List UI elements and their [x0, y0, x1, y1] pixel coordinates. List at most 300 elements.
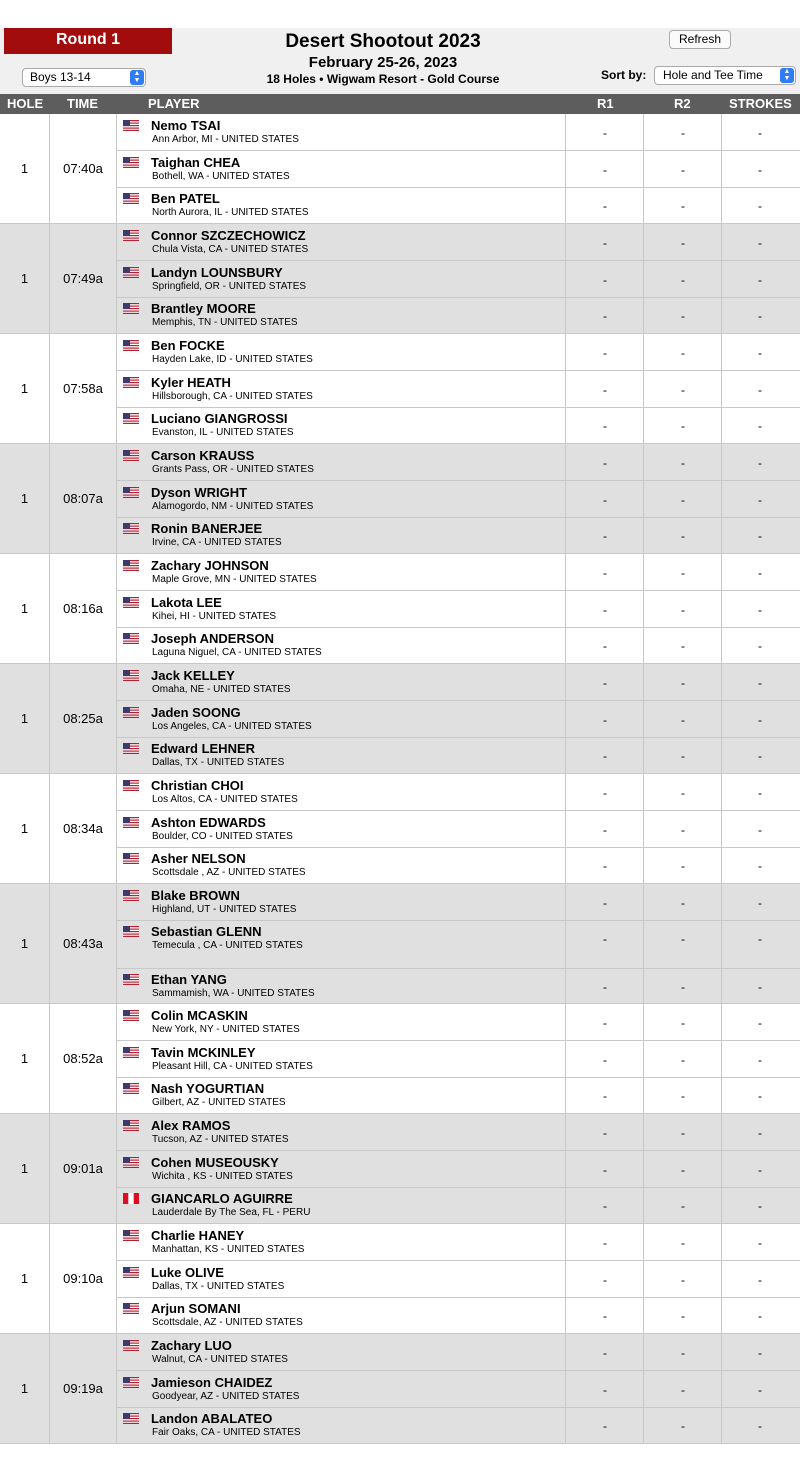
- player-row[interactable]: [118, 371, 800, 407]
- round1-score: -: [603, 712, 607, 727]
- division-select-value: Boys 13-14: [30, 70, 91, 84]
- player-row[interactable]: [118, 1407, 800, 1443]
- total-strokes: -: [758, 456, 762, 470]
- player-row[interactable]: [118, 1187, 800, 1223]
- round1-score: -: [603, 346, 607, 360]
- round2-score: -: [681, 676, 685, 690]
- round1-score: -: [603, 1346, 607, 1360]
- round2-score: -: [681, 566, 685, 580]
- hole-number: 1: [0, 664, 50, 773]
- us-flag-icon: [123, 1008, 139, 1019]
- player-name[interactable]: Nemo TSAI: [151, 118, 221, 133]
- tee-time: 09:01a: [50, 1114, 117, 1223]
- player-row[interactable]: [118, 114, 800, 150]
- refresh-button[interactable]: Refresh: [669, 30, 731, 49]
- player-row[interactable]: [118, 517, 800, 553]
- player-name[interactable]: Carson KRAUSS: [151, 448, 255, 463]
- tee-time: 07:58a: [50, 334, 117, 443]
- us-flag-icon: [123, 972, 139, 983]
- sort-select[interactable]: [654, 66, 796, 85]
- player-name[interactable]: Cohen MUSEOUSKY: [151, 1154, 279, 1170]
- player-location: Los Altos, CA - UNITED STATES: [152, 794, 298, 805]
- round2-score: -: [681, 309, 685, 323]
- player-name[interactable]: Taighan CHEA: [151, 154, 241, 170]
- round2-score: -: [681, 126, 685, 140]
- us-flag-icon: [123, 1155, 139, 1166]
- course-info: 18 Holes • Wigwam Resort - Gold Course: [266, 72, 500, 86]
- player-location: Dallas, TX - UNITED STATES: [152, 1280, 285, 1292]
- round2-score: -: [681, 1309, 685, 1323]
- round2-score: -: [681, 419, 685, 433]
- total-strokes: -: [758, 822, 762, 837]
- tee-time-group: [0, 1114, 800, 1224]
- total-strokes: -: [758, 492, 762, 507]
- player-name[interactable]: Edward LEHNER: [151, 741, 256, 756]
- player-row[interactable]: [118, 774, 800, 810]
- us-flag-icon: [123, 668, 139, 679]
- player-row[interactable]: [118, 1004, 800, 1040]
- round1-score: -: [603, 602, 607, 617]
- round2-score: -: [681, 932, 685, 946]
- player-name[interactable]: Tavin MCKINLEY: [151, 1044, 256, 1060]
- us-flag-icon: [123, 375, 139, 386]
- player-name[interactable]: Zachary LUO: [151, 1338, 232, 1353]
- round2-score: -: [681, 786, 685, 800]
- round2-score: -: [681, 382, 685, 397]
- round1-score: -: [603, 859, 607, 873]
- round1-score: -: [603, 1419, 607, 1433]
- round1-score: -: [603, 1089, 607, 1103]
- total-strokes: -: [758, 639, 762, 653]
- us-flag-icon: [123, 155, 139, 166]
- player-row[interactable]: [118, 627, 800, 663]
- total-strokes: -: [758, 1052, 762, 1067]
- player-location: Springfield, OR - UNITED STATES: [152, 280, 307, 292]
- player-name[interactable]: Asher NELSON: [151, 851, 246, 866]
- us-flag-icon: [123, 1375, 139, 1386]
- player-name[interactable]: Joseph ANDERSON: [151, 631, 275, 646]
- table-header: [0, 94, 800, 114]
- hole-number: 1: [0, 774, 50, 883]
- division-select[interactable]: [22, 68, 146, 87]
- player-name[interactable]: Ethan YANG: [151, 972, 227, 987]
- us-flag-icon: [123, 741, 139, 752]
- player-row[interactable]: [118, 1224, 800, 1260]
- round2-score: -: [681, 1199, 685, 1213]
- player-row[interactable]: [118, 224, 800, 260]
- total-strokes: -: [758, 602, 762, 617]
- tee-time-group: [0, 1004, 800, 1114]
- tee-time: 07:49a: [50, 224, 117, 333]
- player-row[interactable]: [118, 1261, 800, 1297]
- player-row[interactable]: [118, 444, 800, 480]
- round1-score: -: [603, 1272, 607, 1287]
- peru-flag-icon: [123, 1191, 139, 1202]
- total-strokes: -: [758, 1016, 762, 1030]
- total-strokes: -: [758, 786, 762, 800]
- player-row[interactable]: [118, 1334, 800, 1370]
- round1-score: -: [603, 1162, 607, 1177]
- round2-score: -: [681, 1162, 685, 1177]
- sort-by-label: Sort by:: [601, 68, 647, 82]
- total-strokes: -: [758, 1346, 762, 1360]
- round1-score: -: [603, 932, 607, 946]
- total-strokes: -: [758, 272, 762, 287]
- us-flag-icon: [123, 301, 139, 312]
- us-flag-icon: [123, 1411, 139, 1422]
- hole-number: 1: [0, 334, 50, 443]
- player-location: Omaha, NE - UNITED STATES: [152, 684, 291, 695]
- player-name[interactable]: GIANCARLO AGUIRRE: [151, 1191, 293, 1206]
- round2-score: -: [681, 492, 685, 507]
- round1-score: -: [603, 786, 607, 800]
- player-row[interactable]: [118, 187, 800, 223]
- player-row[interactable]: [118, 920, 800, 956]
- tee-time: 08:52a: [50, 1004, 117, 1113]
- total-strokes: -: [758, 1089, 762, 1103]
- us-flag-icon: [123, 558, 139, 569]
- hole-number: 1: [0, 884, 50, 1003]
- player-row[interactable]: [118, 884, 800, 920]
- player-row[interactable]: [118, 151, 800, 187]
- us-flag-icon: [123, 485, 139, 496]
- tee-time-group: [0, 1224, 800, 1334]
- total-strokes: -: [758, 980, 762, 994]
- round-tab[interactable]: Round 1: [4, 28, 172, 54]
- tee-time-group: [0, 114, 800, 224]
- us-flag-icon: [123, 595, 139, 606]
- round1-score: -: [603, 1382, 607, 1397]
- round1-score: -: [603, 639, 607, 653]
- total-strokes: -: [758, 1126, 762, 1140]
- round2-score: -: [681, 712, 685, 727]
- select-arrows-icon: ▲ ▼: [780, 68, 794, 83]
- total-strokes: -: [758, 309, 762, 323]
- player-row[interactable]: [118, 1041, 800, 1077]
- player-name[interactable]: Blake BROWN: [151, 888, 240, 903]
- player-name[interactable]: Ben PATEL: [151, 191, 220, 206]
- player-name[interactable]: Kyler HEATH: [151, 374, 231, 390]
- player-location: Gilbert, AZ - UNITED STATES: [152, 1097, 286, 1108]
- player-row[interactable]: [118, 334, 800, 370]
- total-strokes: -: [758, 676, 762, 690]
- player-location: Temecula , CA - UNITED STATES: [152, 940, 303, 951]
- player-name[interactable]: Christian CHOI: [151, 778, 244, 793]
- round1-score: -: [603, 896, 607, 910]
- tee-time: 08:07a: [50, 444, 117, 553]
- player-row[interactable]: [118, 968, 800, 1004]
- player-row[interactable]: [118, 1151, 800, 1187]
- round1-score: -: [603, 980, 607, 994]
- round2-score: -: [681, 162, 685, 177]
- total-strokes: -: [758, 162, 762, 177]
- player-location: Walnut, CA - UNITED STATES: [152, 1354, 288, 1365]
- player-location: Tucson, AZ - UNITED STATES: [152, 1134, 289, 1145]
- total-strokes: -: [758, 566, 762, 580]
- player-location: Manhattan, KS - UNITED STATES: [152, 1244, 305, 1255]
- round1-score: -: [603, 162, 607, 177]
- us-flag-icon: [123, 815, 139, 826]
- player-location: Evanston, IL - UNITED STATES: [152, 427, 294, 438]
- player-location: Bothell, WA - UNITED STATES: [152, 170, 290, 182]
- round1-score: -: [603, 236, 607, 250]
- player-row[interactable]: [118, 811, 800, 847]
- player-location: Fair Oaks, CA - UNITED STATES: [152, 1427, 301, 1438]
- us-flag-icon: [123, 888, 139, 899]
- player-location: Scottsdale, AZ - UNITED STATES: [152, 1317, 303, 1328]
- hole-number: 1: [0, 114, 50, 223]
- round1-score: -: [603, 456, 607, 470]
- player-row[interactable]: [118, 701, 800, 737]
- player-name[interactable]: Alex RAMOS: [151, 1118, 231, 1133]
- total-strokes: -: [758, 1272, 762, 1287]
- column-header-time[interactable]: TIME: [67, 96, 99, 111]
- player-name[interactable]: Ronin BANERJEE: [151, 521, 263, 536]
- round1-score: -: [603, 1309, 607, 1323]
- round1-score: -: [603, 1016, 607, 1030]
- column-header-strokes[interactable]: STROKES: [729, 96, 792, 111]
- player-location: Hayden Lake, ID - UNITED STATES: [152, 354, 313, 365]
- player-location: Grants Pass, OR - UNITED STATES: [152, 464, 314, 475]
- tee-time-group: [0, 334, 800, 444]
- us-flag-icon: [123, 1045, 139, 1056]
- round2-score: -: [681, 1089, 685, 1103]
- player-location: Boulder, CO - UNITED STATES: [152, 830, 293, 842]
- column-header-hole[interactable]: HOLE: [7, 96, 44, 111]
- us-flag-icon: [123, 1338, 139, 1349]
- hole-number: 1: [0, 1114, 50, 1223]
- player-name[interactable]: Connor SZCZECHOWICZ: [151, 228, 306, 243]
- round2-score: -: [681, 1419, 685, 1433]
- us-flag-icon: [123, 1081, 139, 1092]
- round2-score: -: [681, 859, 685, 873]
- player-row[interactable]: [118, 1077, 800, 1113]
- player-name[interactable]: Jaden SOONG: [151, 704, 241, 720]
- tee-time-group: [0, 884, 800, 1004]
- round2-score: -: [681, 749, 685, 763]
- player-name[interactable]: Luciano GIANGROSSI: [151, 411, 288, 426]
- hole-number: 1: [0, 1004, 50, 1113]
- total-strokes: -: [758, 896, 762, 910]
- player-location: Ann Arbor, MI - UNITED STATES: [152, 134, 299, 145]
- round1-score: -: [603, 309, 607, 323]
- player-row[interactable]: [118, 591, 800, 627]
- round2-score: -: [681, 1016, 685, 1030]
- tee-time: 08:43a: [50, 884, 117, 1003]
- round1-score: -: [603, 1199, 607, 1213]
- round2-score: -: [681, 456, 685, 470]
- player-location: Los Angeles, CA - UNITED STATES: [152, 720, 312, 732]
- player-location: Pleasant Hill, CA - UNITED STATES: [152, 1060, 313, 1072]
- tee-time: 08:34a: [50, 774, 117, 883]
- column-header-r1[interactable]: R1: [597, 96, 614, 111]
- round1-score: -: [603, 272, 607, 287]
- player-location: Irvine, CA - UNITED STATES: [152, 537, 282, 548]
- total-strokes: -: [758, 529, 762, 543]
- round2-score: -: [681, 1052, 685, 1067]
- player-row[interactable]: [118, 297, 800, 333]
- player-location: Memphis, TN - UNITED STATES: [152, 317, 298, 328]
- round1-score: -: [603, 749, 607, 763]
- column-header-player[interactable]: PLAYER: [148, 96, 200, 111]
- player-name[interactable]: Ashton EDWARDS: [151, 814, 266, 830]
- total-strokes: -: [758, 1419, 762, 1433]
- tee-time-group: [0, 774, 800, 884]
- round1-score: -: [603, 529, 607, 543]
- us-flag-icon: [123, 521, 139, 532]
- player-row[interactable]: [118, 1114, 800, 1150]
- tee-time: 07:40a: [50, 114, 117, 223]
- total-strokes: -: [758, 199, 762, 213]
- us-flag-icon: [123, 411, 139, 422]
- player-location: North Aurora, IL - UNITED STATES: [152, 207, 309, 218]
- total-strokes: -: [758, 126, 762, 140]
- page-title: Desert Shootout 2023: [285, 31, 481, 52]
- round2-score: -: [681, 602, 685, 617]
- us-flag-icon: [123, 924, 139, 935]
- us-flag-icon: [123, 705, 139, 716]
- player-name[interactable]: Luke OLIVE: [151, 1264, 224, 1280]
- total-strokes: -: [758, 382, 762, 397]
- round1-score: -: [603, 382, 607, 397]
- event-dates: February 25-26, 2023: [308, 54, 458, 71]
- player-name[interactable]: Charlie HANEY: [151, 1228, 245, 1243]
- us-flag-icon: [123, 778, 139, 789]
- hole-number: 1: [0, 224, 50, 333]
- player-row[interactable]: [118, 481, 800, 517]
- player-name[interactable]: Lakota LEE: [151, 594, 222, 610]
- total-strokes: -: [758, 346, 762, 360]
- player-location: Wichita , KS - UNITED STATES: [152, 1170, 293, 1182]
- player-name[interactable]: Landon ABALATEO: [151, 1411, 273, 1426]
- player-name[interactable]: Ben FOCKE: [151, 338, 225, 353]
- player-name[interactable]: Sebastian GLENN: [151, 924, 262, 939]
- round1-score: -: [603, 566, 607, 580]
- round2-score: -: [681, 529, 685, 543]
- player-name[interactable]: Jack KELLEY: [151, 668, 235, 683]
- player-row[interactable]: [118, 261, 800, 297]
- hole-number: 1: [0, 1334, 50, 1443]
- round2-score: -: [681, 272, 685, 287]
- player-location: Kihei, HI - UNITED STATES: [152, 610, 277, 622]
- us-flag-icon: [123, 1301, 139, 1312]
- total-strokes: -: [758, 712, 762, 727]
- us-flag-icon: [123, 228, 139, 239]
- tee-time-list: [0, 114, 800, 1444]
- us-flag-icon: [123, 1228, 139, 1239]
- tee-time-group: [0, 664, 800, 774]
- player-row[interactable]: [118, 554, 800, 590]
- round1-score: -: [603, 199, 607, 213]
- total-strokes: -: [758, 1309, 762, 1323]
- player-name[interactable]: Zachary JOHNSON: [151, 558, 269, 573]
- round2-score: -: [681, 1236, 685, 1250]
- us-flag-icon: [123, 631, 139, 642]
- us-flag-icon: [123, 118, 139, 129]
- total-strokes: -: [758, 1199, 762, 1213]
- round1-score: -: [603, 676, 607, 690]
- tee-time: 08:25a: [50, 664, 117, 773]
- sort-select-value: Hole and Tee Time: [663, 68, 763, 82]
- us-flag-icon: [123, 1265, 139, 1276]
- player-name[interactable]: Brantley MOORE: [151, 301, 256, 316]
- round1-score: -: [603, 1236, 607, 1250]
- us-flag-icon: [123, 191, 139, 202]
- us-flag-icon: [123, 448, 139, 459]
- round2-score: -: [681, 822, 685, 837]
- round2-score: -: [681, 1272, 685, 1287]
- total-strokes: -: [758, 749, 762, 763]
- total-strokes: -: [758, 859, 762, 873]
- round2-score: -: [681, 236, 685, 250]
- player-name[interactable]: Landyn LOUNSBURY: [151, 264, 283, 280]
- player-row[interactable]: [118, 737, 800, 773]
- hole-number: 1: [0, 554, 50, 663]
- player-location: Maple Grove, MN - UNITED STATES: [152, 574, 317, 585]
- tee-time: 09:10a: [50, 1224, 117, 1333]
- player-name[interactable]: Colin MCASKIN: [151, 1008, 248, 1023]
- tee-time-group: [0, 554, 800, 664]
- round2-score: -: [681, 639, 685, 653]
- player-location: Goodyear, AZ - UNITED STATES: [152, 1390, 300, 1402]
- player-row[interactable]: [118, 1371, 800, 1407]
- round1-score: -: [603, 1052, 607, 1067]
- round2-score: -: [681, 199, 685, 213]
- player-name[interactable]: Nash YOGURTIAN: [151, 1081, 265, 1096]
- player-location: Lauderdale By The Sea, FL - PERU: [152, 1207, 311, 1218]
- player-location: Laguna Niguel, CA - UNITED STATES: [152, 647, 322, 658]
- player-row[interactable]: [118, 1297, 800, 1333]
- player-location: Highland, UT - UNITED STATES: [152, 904, 297, 915]
- round2-score: -: [681, 1346, 685, 1360]
- player-location: Dallas, TX - UNITED STATES: [152, 757, 285, 768]
- us-flag-icon: [123, 338, 139, 349]
- round2-score: -: [681, 346, 685, 360]
- player-row[interactable]: [118, 407, 800, 443]
- round1-score: -: [603, 419, 607, 433]
- round1-score: -: [603, 1126, 607, 1140]
- us-flag-icon: [123, 851, 139, 862]
- round2-score: -: [681, 980, 685, 994]
- player-location: Alamogordo, NM - UNITED STATES: [152, 500, 314, 512]
- player-name[interactable]: Arjun SOMANI: [151, 1301, 241, 1316]
- round1-score: -: [603, 126, 607, 140]
- player-name[interactable]: Jamieson CHAIDEZ: [151, 1374, 273, 1390]
- total-strokes: -: [758, 419, 762, 433]
- total-strokes: -: [758, 1382, 762, 1397]
- hole-number: 1: [0, 444, 50, 553]
- round1-score: -: [603, 492, 607, 507]
- tee-time-group: [0, 1334, 800, 1444]
- total-strokes: -: [758, 1162, 762, 1177]
- player-location: Hillsborough, CA - UNITED STATES: [152, 390, 313, 402]
- player-row[interactable]: [118, 847, 800, 883]
- hole-number: 1: [0, 1224, 50, 1333]
- round2-score: -: [681, 1126, 685, 1140]
- tee-time-group: [0, 444, 800, 554]
- player-row[interactable]: [118, 664, 800, 700]
- tee-time-group: [0, 224, 800, 334]
- player-location: Sammamish, WA - UNITED STATES: [152, 988, 315, 999]
- us-flag-icon: [123, 265, 139, 276]
- player-name[interactable]: Dyson WRIGHT: [151, 484, 248, 500]
- column-header-r2[interactable]: R2: [674, 96, 691, 111]
- round2-score: -: [681, 896, 685, 910]
- round1-score: -: [603, 822, 607, 837]
- total-strokes: -: [758, 236, 762, 250]
- total-strokes: -: [758, 1236, 762, 1250]
- total-strokes: -: [758, 932, 762, 946]
